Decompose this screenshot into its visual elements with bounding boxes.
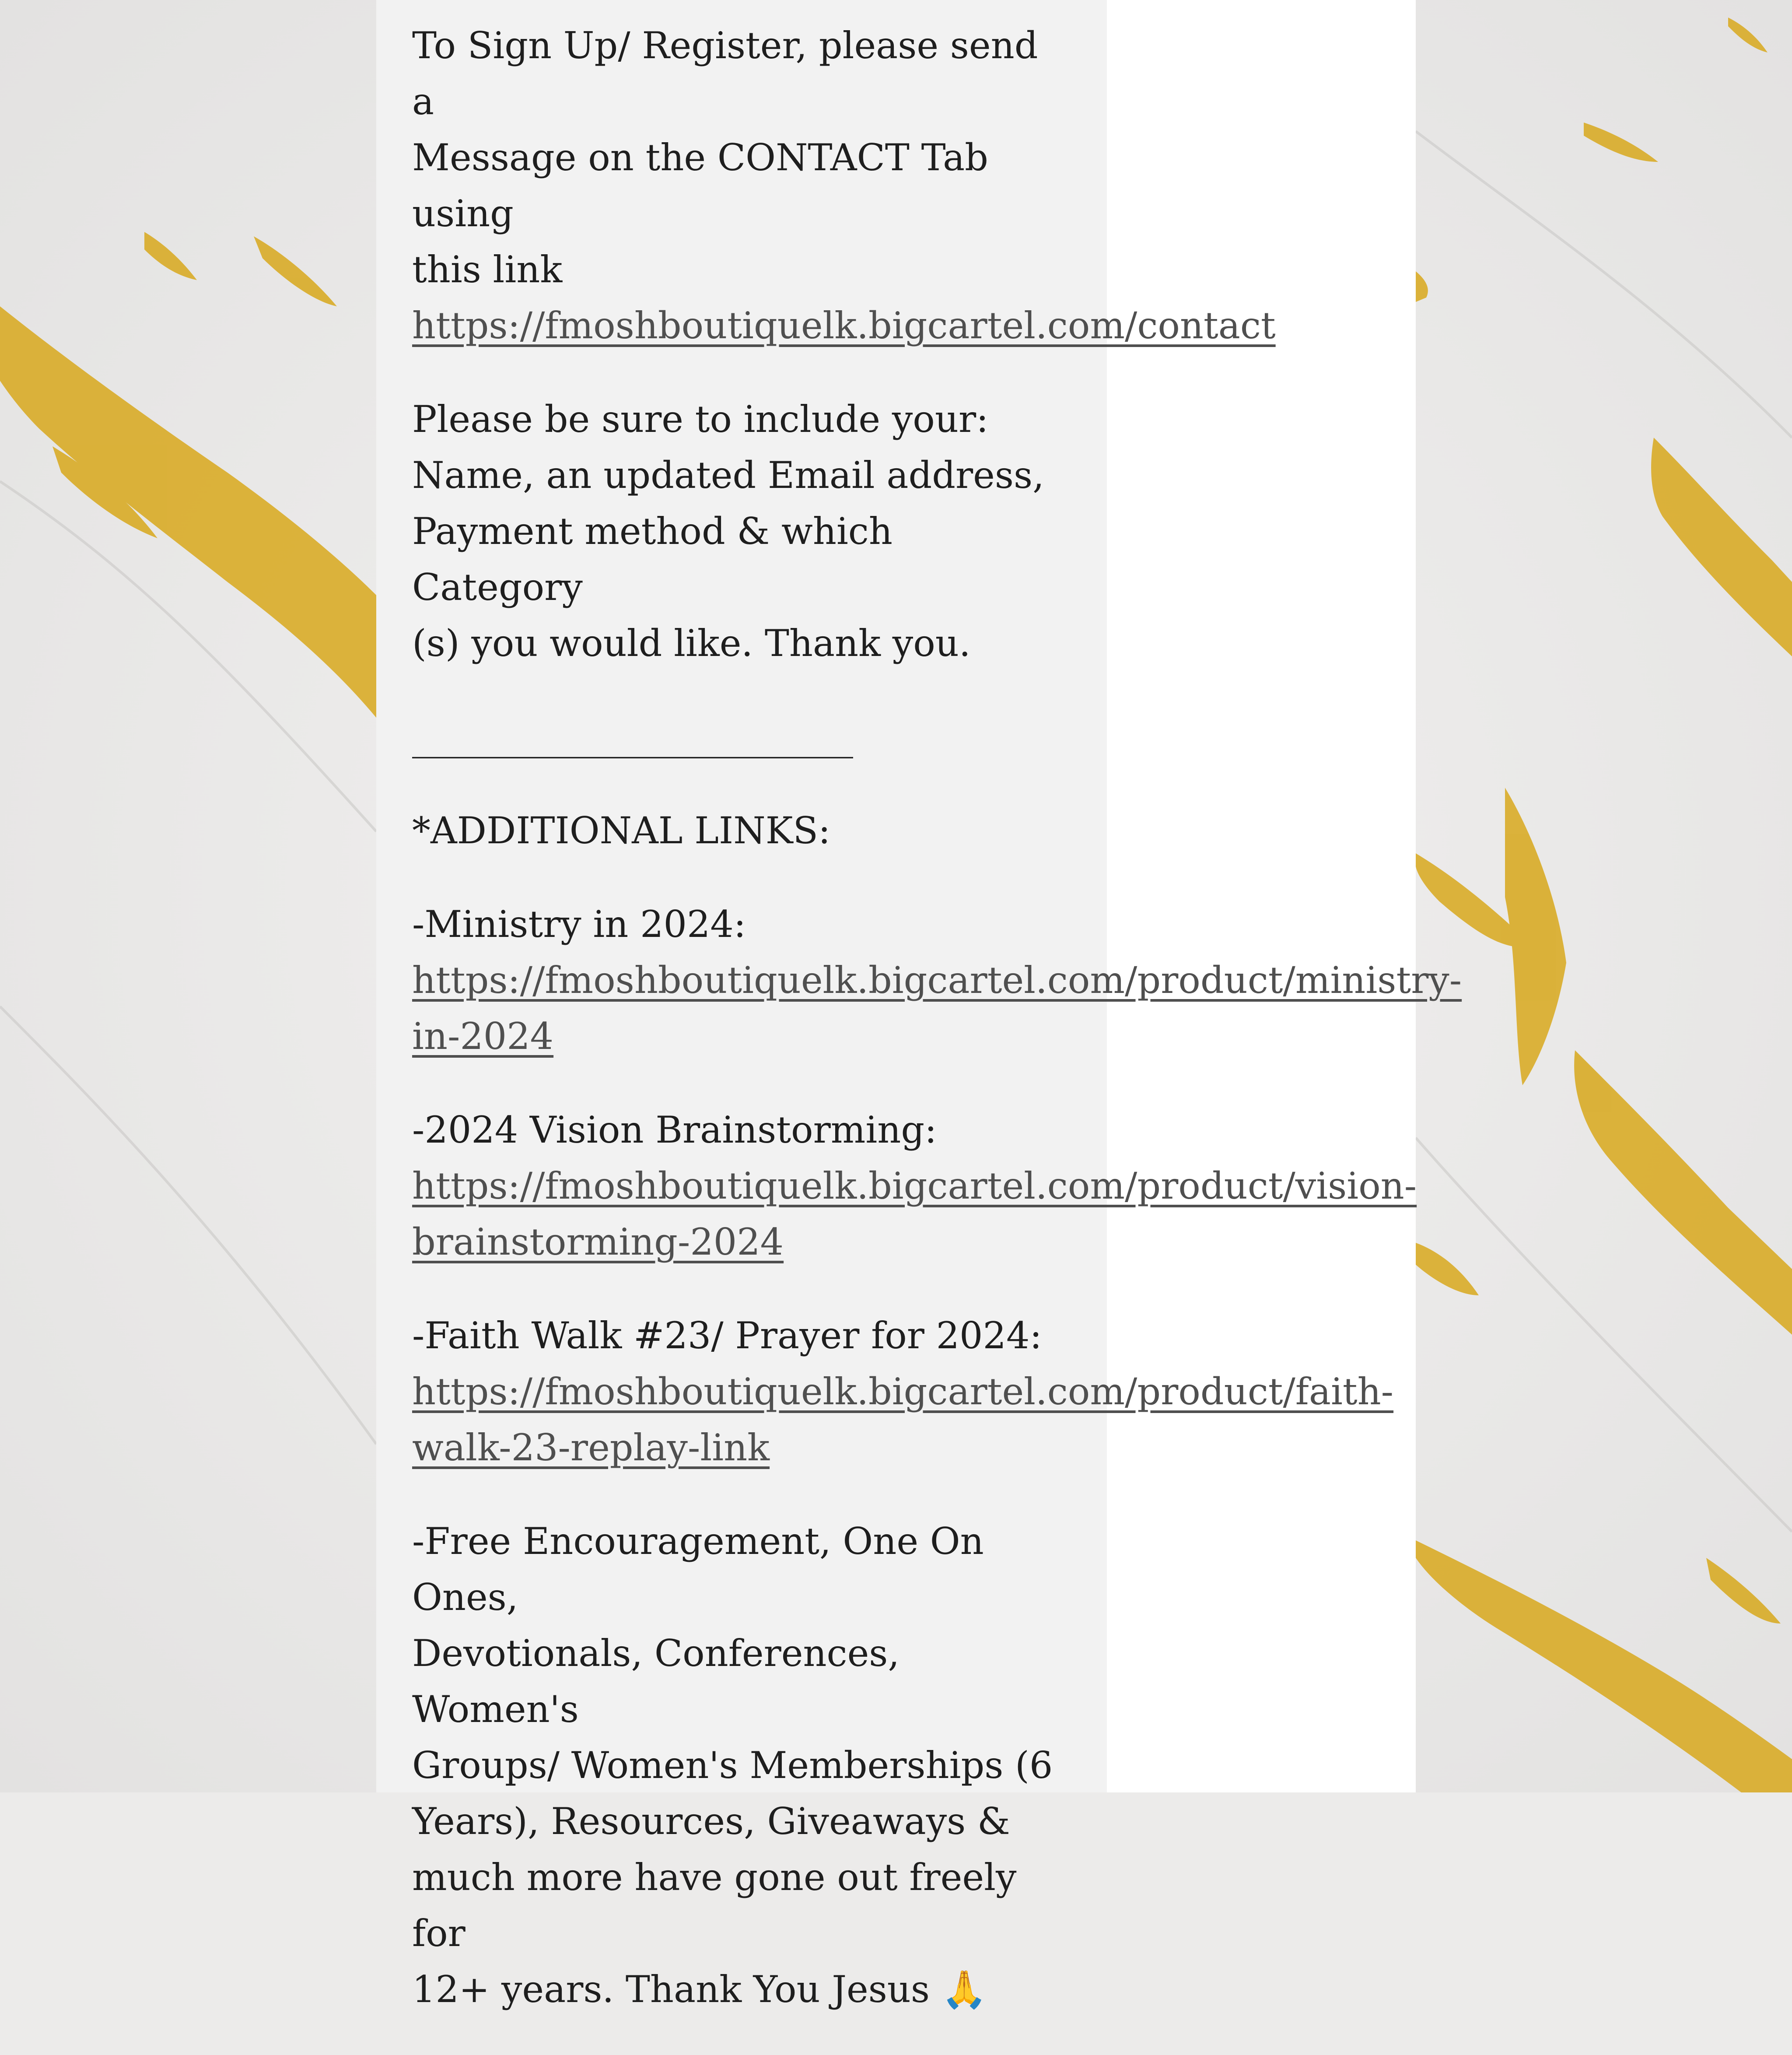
- praying-hands-icon: 🙏: [941, 1968, 987, 2011]
- link-item-label: -2024 Vision Brainstorming:: [412, 1108, 937, 1151]
- signup-paragraph: [412, 18, 1276, 354]
- vision-link-cont[interactable]: brainstorming-2024: [412, 1220, 784, 1263]
- link-item-ministry: [412, 896, 1462, 1064]
- link-item-label: -Ministry in 2024:: [412, 903, 746, 946]
- description-content: [412, 18, 1462, 2055]
- closing-paragraph: [412, 1513, 1068, 2017]
- closing-line: -Free Encouragement, One On Ones,: [412, 1520, 984, 1619]
- link-item-label: -Faith Walk #23/ Prayer for 2024:: [412, 1314, 1042, 1357]
- include-line: Name, an updated Email address,: [412, 454, 1044, 497]
- closing-line: Devotionals, Conferences, Women's: [412, 1632, 900, 1731]
- faith-walk-link-cont[interactable]: walk-23-replay-link: [412, 1426, 770, 1469]
- vision-link[interactable]: https://fmoshboutiquelk.bigcartel.com/product/vision-: [412, 1164, 1417, 1207]
- include-line: Please be sure to include your:: [412, 398, 989, 441]
- ministry-link-cont[interactable]: in-2024: [412, 1015, 554, 1058]
- divider-paragraph: [412, 709, 1416, 765]
- faith-walk-link[interactable]: https://fmoshboutiquelk.bigcartel.com/product/faith-: [412, 1370, 1394, 1413]
- closing-text: 12+ years. Thank You Jesus: [412, 1968, 942, 2011]
- signup-line: this link: [412, 248, 563, 291]
- closing-line: Years), Resources, Giveaways &: [412, 1800, 1010, 1843]
- signup-line: To Sign Up/ Register, please send a: [412, 24, 1038, 123]
- divider-text: ________________________: [412, 715, 853, 758]
- include-paragraph: [412, 391, 1068, 671]
- include-line: Payment method & which Category: [412, 510, 892, 609]
- closing-line: Groups/ Women's Memberships (6: [412, 1744, 1053, 1787]
- ministry-link[interactable]: https://fmoshboutiquelk.bigcartel.com/product/ministry-: [412, 959, 1462, 1002]
- link-item-faith-walk: [412, 1308, 1416, 1476]
- signup-line: Message on the CONTACT Tab using: [412, 136, 988, 235]
- closing-line: much more have gone out freely for: [412, 1856, 1017, 1955]
- link-item-vision: [412, 1102, 1416, 1270]
- additional-links-heading: *ADDITIONAL LINKS:: [412, 809, 831, 852]
- closing-line-last: [412, 1961, 1068, 2017]
- contact-link[interactable]: https://fmoshboutiquelk.bigcartel.com/contact: [412, 304, 1276, 347]
- include-line: (s) you would like. Thank you.: [412, 622, 971, 665]
